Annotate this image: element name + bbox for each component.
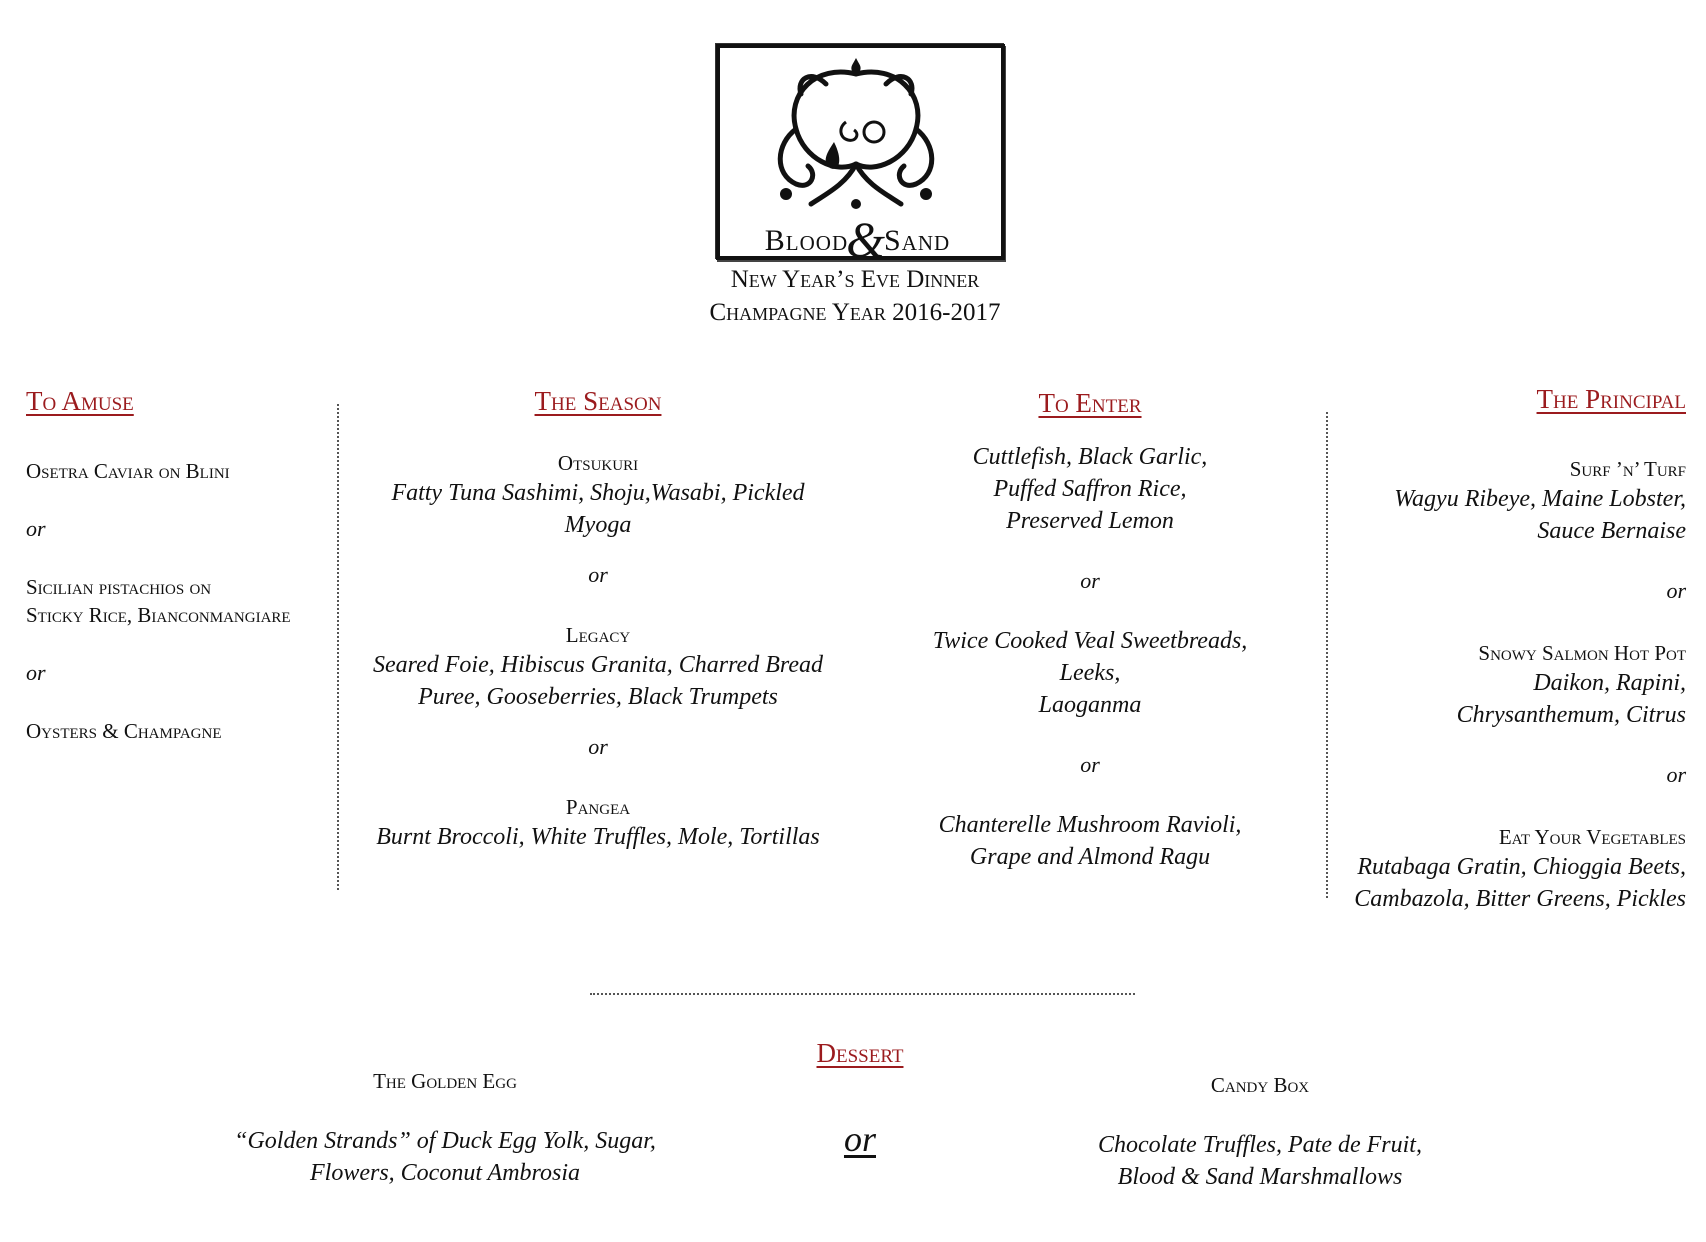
column-season (355, 386, 841, 853)
enter-desc-cuttlefish-l3: Preserved Lemon (1006, 508, 1174, 534)
heading-season: The Season (534, 386, 662, 416)
season-dish-pangea: Pangea (565, 795, 631, 819)
principal-desc-vegetables-l2: Cambazola, Bitter Greens, Pickles (1354, 886, 1686, 912)
enter-desc-cuttlefish-l2: Puffed Saffron Rice, (993, 476, 1187, 502)
headline-subtitle: Champagne Year 2016-2017 (709, 299, 1001, 326)
logo-word-blood: Blood (764, 224, 849, 257)
enter-desc-sweetbreads-l2: Leeks, (1059, 660, 1121, 686)
divider-dessert (590, 993, 1135, 995)
season-dish-otsukuri: Otsukuri (557, 451, 639, 475)
logo-word-sand: Sand (884, 224, 951, 257)
heading-principal: The Principal (1536, 384, 1686, 414)
enter-desc-sweetbreads-l3: Laoganma (1038, 692, 1142, 718)
principal-or-2: or (1666, 762, 1686, 787)
season-or-2: or (588, 734, 608, 759)
principal-desc-salmon-l2: Chrysanthemum, Citrus (1456, 702, 1686, 728)
logo (716, 44, 1001, 267)
column-amuse (26, 386, 346, 745)
logo-wordmark (720, 210, 995, 268)
principal-dish-salmon: Snowy Salmon Hot Pot (1478, 641, 1686, 665)
dessert-desc-candy-box-l2: Blood & Sand Marshmallows (1117, 1164, 1403, 1190)
headline-title: New Year’s Eve Dinner (730, 266, 980, 293)
dessert-dish-golden-egg: The Golden Egg (373, 1069, 517, 1093)
season-dish-legacy: Legacy (565, 623, 631, 647)
enter-desc-cuttlefish-l1: Cuttlefish, Black Garlic, (972, 444, 1208, 470)
amuse-or-2: or (26, 660, 46, 685)
dessert-dish-candy-box: Candy Box (1210, 1073, 1310, 1097)
enter-desc-ravioli-l2: Grape and Almond Ragu (969, 844, 1211, 870)
dessert-or: or (843, 1119, 876, 1159)
divider-left (337, 404, 339, 890)
principal-dish-vegetables: Eat Your Vegetables (1498, 825, 1686, 849)
principal-or-1: or (1666, 578, 1686, 603)
dessert-desc-candy-box-l1: Chocolate Truffles, Pate de Fruit, (1098, 1132, 1422, 1158)
season-desc-otsukuri: Fatty Tuna Sashimi, Shoju,Wasabi, Pickled Myoga (391, 480, 805, 538)
heading-enter: To Enter (1038, 388, 1142, 418)
dessert-desc-golden-egg-l2: Flowers, Coconut Ambrosia (309, 1160, 580, 1186)
heading-amuse: To Amuse (26, 386, 134, 416)
principal-desc-surf-turf-l2: Sauce Bernaise (1537, 518, 1686, 544)
dessert-desc-golden-egg-l1: “Golden Strands” of Duck Egg Yolk, Sugar, (234, 1128, 656, 1154)
enter-or-2: or (1080, 752, 1100, 777)
dessert-right (1030, 1071, 1490, 1193)
enter-desc-ravioli-l1: Chanterelle Mushroom Ravioli, (938, 812, 1242, 838)
logo-ampersand: & (846, 211, 887, 267)
enter-desc-sweetbreads-l1: Twice Cooked Veal Sweetbreads, (932, 628, 1248, 654)
divider-right (1326, 412, 1328, 898)
principal-desc-vegetables-l1: Rutabaga Gratin, Chioggia Beets, (1357, 854, 1686, 880)
enter-or-1: or (1080, 568, 1100, 593)
amuse-item-caviar: Osetra Caviar on Blini (26, 459, 230, 483)
amuse-item-oysters: Oysters & Champagne (26, 719, 222, 743)
principal-dish-surf-turf: Surf ’n’ Turf (1569, 457, 1686, 481)
season-desc-legacy: Seared Foie, Hibiscus Granita, Charred Bread Puree, Gooseberries, Black Trumpets (373, 652, 823, 710)
dessert-left (200, 1067, 690, 1189)
ornament-crest-icon (756, 54, 956, 214)
amuse-or-1: or (26, 516, 46, 541)
principal-desc-surf-turf-l1: Wagyu Ribeye, Maine Lobster, (1394, 486, 1686, 512)
season-or-1: or (588, 562, 608, 587)
amuse-item-pistachio-line2: Sticky Rice, Bianconmangiare (26, 603, 291, 627)
principal-desc-salmon-l1: Daikon, Rapini, (1533, 670, 1686, 696)
heading-dessert: Dessert (816, 1038, 904, 1068)
column-principal (1340, 384, 1686, 915)
column-enter (880, 388, 1300, 873)
amuse-item-pistachio-line1: Sicilian pistachios on (26, 575, 212, 599)
season-desc-pangea: Burnt Broccoli, White Truffles, Mole, Tortillas (376, 824, 820, 850)
